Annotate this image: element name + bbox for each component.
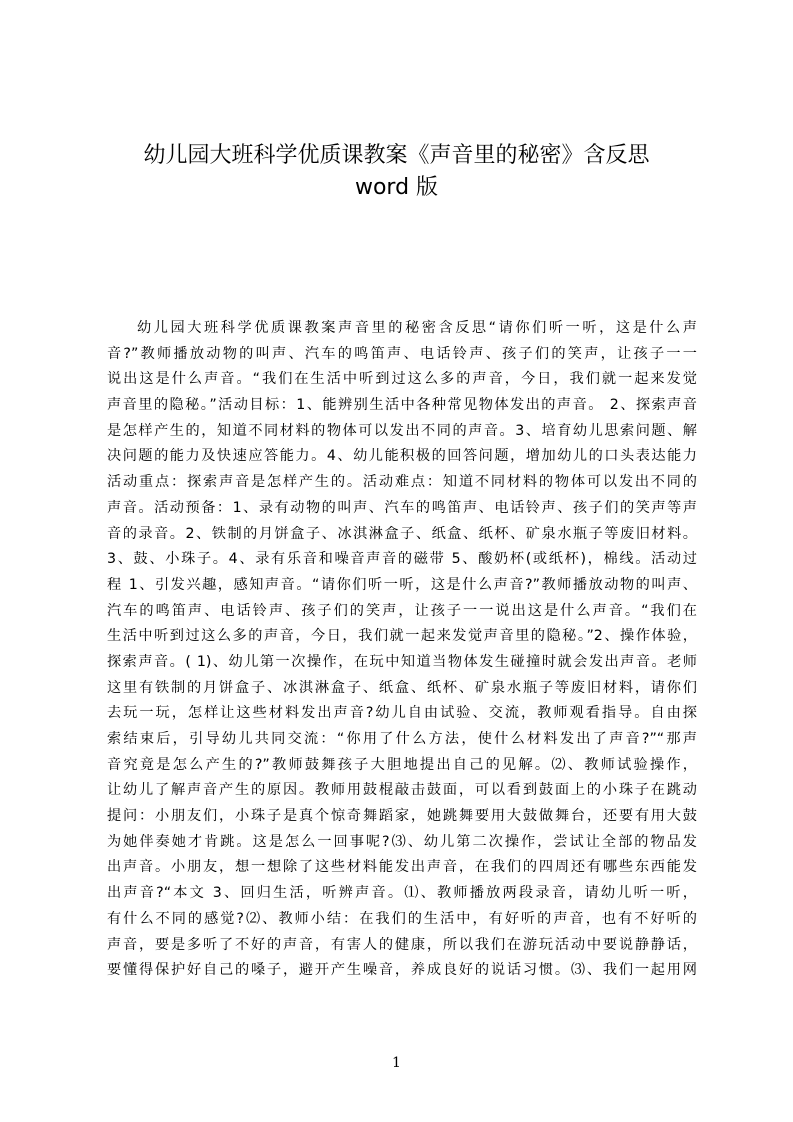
text-line: 出声音?“本文 3、回归生活，听辨声音。⑴、教师播放两段录音，请幼儿听一听， [107, 885, 697, 902]
title-line-1: 幼儿园大班科学优质课教案《声音里的秘密》含反思 [143, 143, 650, 168]
text-line: 出声音。小朋友，想一想除了这些材料能发出声音，在我们的四周还有哪些东西能发 [107, 859, 697, 876]
text-line: 音究竟是怎么产生的?”教师鼓舞孩子大胆地提出自己的见解。⑵、教师试验操作， [107, 756, 697, 773]
text-line: 音?”教师播放动物的叫声、汽车的鸣笛声、电话铃声、孩子们的笑声，让孩子一一 [107, 345, 697, 362]
title-line-2: word 版 [354, 175, 439, 200]
text-line: 声音里的隐秘。”活动目标：1、能辨别生活中各种常见物体发出的声音。 2、探索声音 [107, 397, 697, 414]
text-line: 活动重点：探索声音是怎样产生的。活动难点：知道不同材料的物体可以发出不同的 [107, 474, 697, 491]
text-line: 是怎样产生的，知道不同材料的物体可以发出不同的声音。3、培育幼儿思索问题、解 [107, 422, 697, 439]
text-line: 程 1、引发兴趣，感知声音。“请你们听一听，这是什么声音?”教师播放动物的叫声、 [107, 576, 697, 593]
text-line: 音的录音。2、铁制的月饼盒子、冰淇淋盒子、纸盒、纸杯、矿泉水瓶子等废旧材料。 [107, 525, 697, 542]
text-line: 让幼儿了解声音产生的原因。教师用鼓棍敲击鼓面，可以看到鼓面上的小珠子在跳动 [107, 782, 697, 799]
text-line: 声音，要是多听了不好的声音，有害人的健康，所以我们在游玩活动中要说静静话， [107, 936, 697, 953]
text-line: 汽车的鸣笛声、电话铃声、孩子们的笑声，让孩子一一说出这是什么声音。“我们在 [107, 602, 697, 619]
text-line: 这里有铁制的月饼盒子、冰淇淋盒子、纸盒、纸杯、矿泉水瓶子等废旧材料，请你们 [107, 679, 697, 696]
page-title [60, 140, 733, 204]
text-line: 有什么不同的感觉?⑵、教师小结：在我们的生活中，有好听的声音，也有不好听的 [107, 910, 697, 927]
text-line: 索结束后，引导幼儿共同交流：“你用了什么方法，使什么材料发出了声音?”“那声 [107, 731, 697, 747]
text-line: 要懂得保护好自己的嗓子，避开产生噪音，养成良好的说话习惯。⑶、我们一起用网 [107, 962, 697, 979]
page-number: 1 [392, 1055, 401, 1071]
text-line: 3、鼓、小珠子。4、录有乐音和噪音声音的磁带 5、酸奶杯(或纸杯)，棉线。活动过 [107, 551, 697, 568]
text-line: 去玩一玩，怎样让这些材料发出声音?幼儿自由试验、交流，教师观看指导。自由探 [107, 705, 697, 722]
text-line: 探索声音。( 1)、幼儿第一次操作，在玩中知道当物体发生碰撞时就会发出声音。老师 [107, 653, 697, 670]
text-line: 声音。活动预备：1、录有动物的叫声、汽车的鸣笛声、电话铃声、孩子们的笑声等声 [107, 499, 697, 516]
text-line: 幼儿园大班科学优质课教案声音里的秘密含反思“请你们听一听，这是什么声 [137, 320, 697, 336]
text-line: 为她伴奏她才肯跳。这是怎么一回事呢?⑶、幼儿第二次操作，尝试让全部的物品发 [107, 833, 697, 850]
text-line: 提问：小朋友们，小珠子是真个惊奇舞蹈家，她跳舞要用大鼓做舞台，还要有用大鼓 [107, 808, 697, 825]
text-line: 决问题的能力及快速应答能力。4、幼儿能积极的回答问题，增加幼儿的口头表达能力 [107, 448, 697, 465]
text-line: 说出这是什么声音。“我们在生活中听到过这么多的声音，今日，我们就一起来发觉 [107, 371, 697, 388]
body-text [107, 316, 697, 1016]
text-line: 生活中听到过这么多的声音，今日，我们就一起来发觉声音里的隐秘。”2、操作体验， [107, 628, 697, 645]
